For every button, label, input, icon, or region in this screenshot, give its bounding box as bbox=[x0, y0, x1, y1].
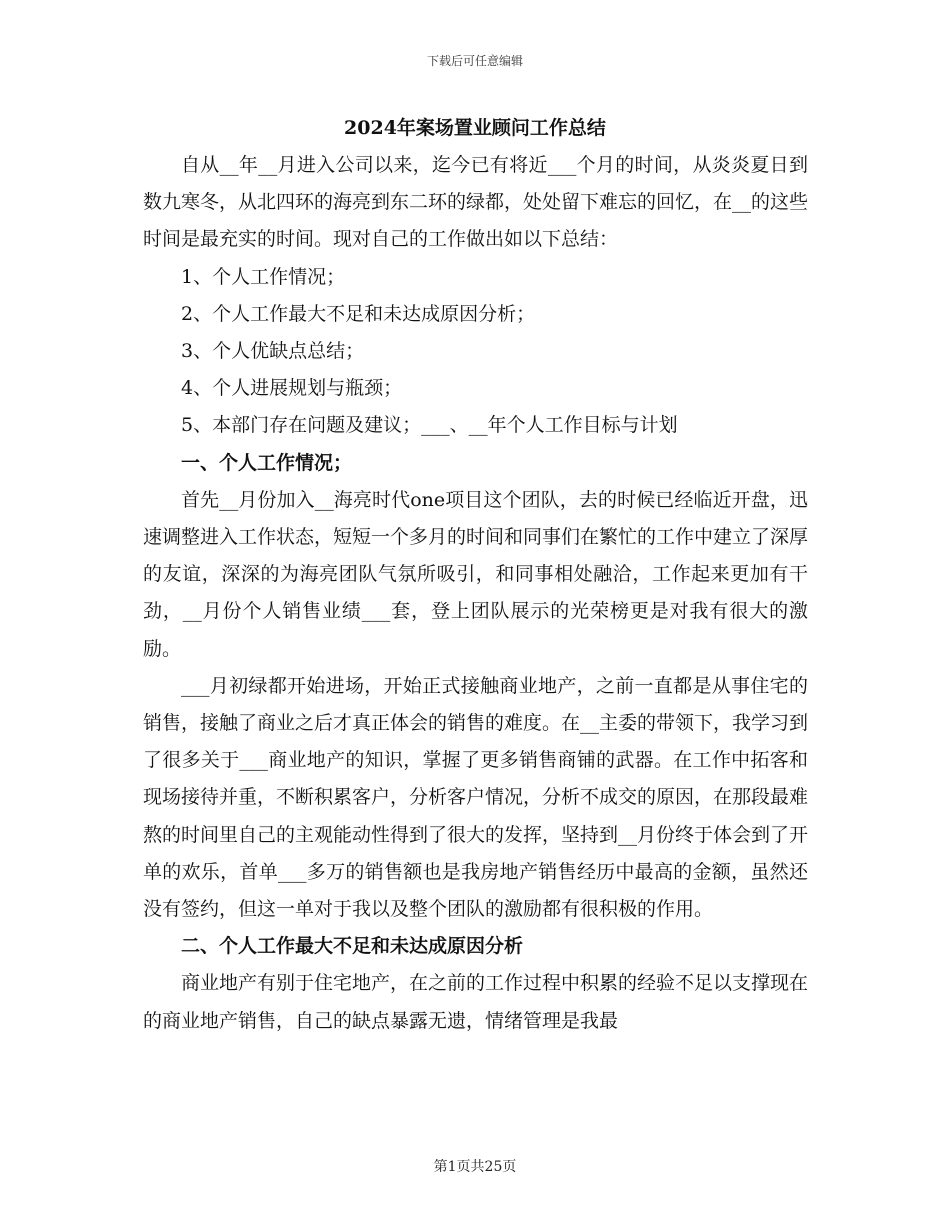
paragraph: 商业地产有别于住宅地产，在之前的工作过程中积累的经验不足以支撑现在的商业地产销售，自己的缺点暴露无遗，情绪管理是我最 bbox=[143, 972, 809, 1032]
header-note: 下载后可任意编辑 bbox=[426, 54, 523, 68]
section-heading: 一、个人工作情况； bbox=[181, 451, 353, 474]
list-item: 5、本部门存在问题及建议；___、__年个人工作目标与计划 bbox=[181, 414, 678, 437]
document-title: 2024年案场置业顾问工作总结 bbox=[344, 117, 606, 139]
list-item: 2、个人工作最大不足和未达成原因分析； bbox=[181, 302, 536, 325]
list-item: 3、个人优缺点总结； bbox=[181, 340, 365, 363]
paragraph: 首先__月份加入__海亮时代one项目这个团队，去的时候已经临近开盘，迅速调整进入工作状态，短短一个多月的时间和同事们在繁忙的工作中建立了深厚的友谊，深深的为海亮团队气氛所吸引，和同事相处融洽，工作起来更加有干劲，__月份个人销售业绩___套，登上团队展示的光荣榜更是对我有很大的激励。 bbox=[143, 488, 809, 660]
list-item: 1、个人工作情况； bbox=[181, 265, 346, 288]
paragraph: 自从__年__月进入公司以来，迄今已有将近___个月的时间，从炎炎夏日到数九寒冬，从北四环的海亮到东二环的绿都，处处留下难忘的回忆，在__的这些时间是最充实的时间。现对自己的工作做出如以下总结： bbox=[143, 154, 809, 251]
document-body bbox=[143, 147, 808, 1040]
paragraph: ___月初绿都开始进场，开始正式接触商业地产，之前一直都是从事住宅的销售，接触了商业之后才真正体会的销售的难度。在__主委的带领下，我学习到了很多关于___商业地产的知识，掌握了更多销售商铺的武器。在工作中拓客和现场接待并重，不断积累客户，分析客户情况，分析不成交的原因，在那段最难熬的时间里自己的主观能动性得到了很大的发挥，坚持到__月份终于体会到了开单的欢乐，首单___多万的销售额也是我房地产销售经历中最高的金额，虽然还没有签约，但这一单对于我以及整个团队的激励都有很积极的作用。 bbox=[143, 674, 809, 921]
page-footer: 第1页共25页 bbox=[433, 1159, 517, 1175]
list-item: 4、个人进展规划与瓶颈； bbox=[181, 377, 403, 400]
section-heading: 二、个人工作最大不足和未达成原因分析 bbox=[181, 935, 524, 958]
